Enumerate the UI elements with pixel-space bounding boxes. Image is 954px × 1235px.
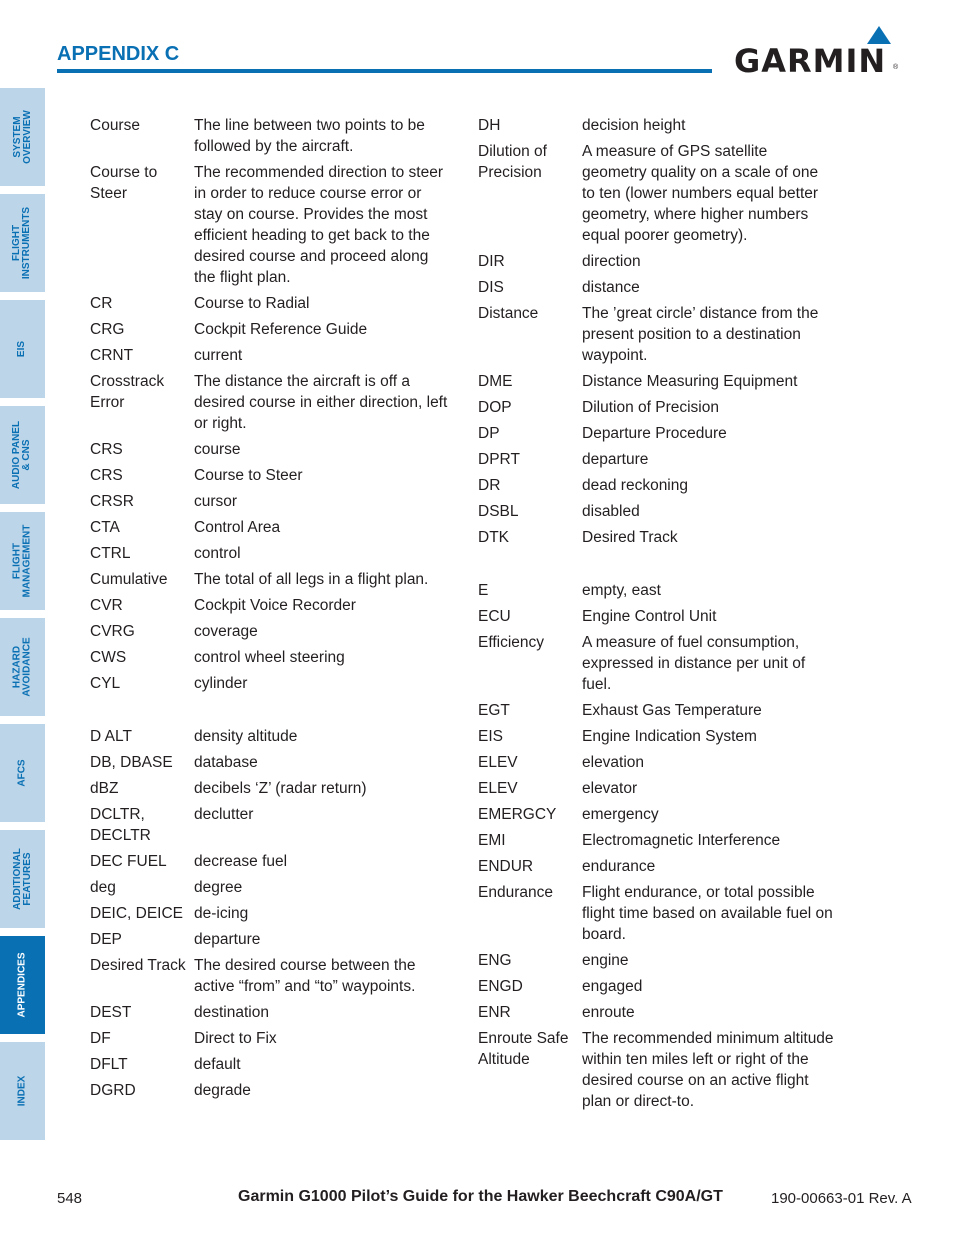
glossary-term: ENGD <box>478 978 523 995</box>
glossary-definition: Cockpit Voice Recorder <box>194 597 356 614</box>
glossary-entry <box>90 752 450 773</box>
sidebar-tab[interactable] <box>0 618 45 716</box>
glossary-entry <box>90 595 450 616</box>
glossary-entry <box>90 371 450 434</box>
glossary-term: DOP <box>478 399 512 416</box>
glossary-entry <box>90 621 450 642</box>
glossary-entry <box>90 115 450 157</box>
glossary-entry <box>478 856 834 877</box>
sidebar-tab-label: FLIGHT MANAGEMENT <box>11 524 33 598</box>
registered-mark: ® <box>893 64 899 71</box>
glossary-term: DEIC, DEICE <box>90 905 184 922</box>
glossary-column-right <box>478 115 834 1117</box>
glossary-entry <box>478 1002 834 1023</box>
glossary-entry <box>478 115 834 136</box>
glossary-definition: Control Area <box>194 519 281 536</box>
glossary-definition: control <box>194 545 241 562</box>
sidebar-tab-label: APPENDICES <box>16 952 28 1018</box>
glossary-definition: engaged <box>582 978 643 995</box>
glossary-definition: degrade <box>194 1082 251 1099</box>
glossary-column-left <box>90 115 450 1106</box>
glossary-entry <box>478 700 834 721</box>
glossary-term: E <box>478 582 489 599</box>
page-number: 548 <box>57 1190 83 1207</box>
glossary-term: Course <box>90 117 140 134</box>
glossary-definition: The distance the aircraft is off a desired course in either direction, left or right. <box>194 373 448 432</box>
glossary-entry <box>478 449 834 470</box>
glossary-definition: departure <box>582 451 649 468</box>
glossary-term: DTK <box>478 529 509 546</box>
glossary-definition: current <box>194 347 243 364</box>
glossary-term: DFLT <box>90 1056 128 1073</box>
glossary-entry <box>90 293 450 314</box>
glossary-term: ENR <box>478 1004 511 1021</box>
glossary-definition: endurance <box>582 858 656 875</box>
glossary-entry <box>90 517 450 538</box>
glossary-definition: decrease fuel <box>194 853 288 870</box>
glossary-entry <box>90 1002 450 1023</box>
glossary-term: Course to Steer <box>90 164 158 202</box>
sidebar-tab-label: HAZARD AVOIDANCE <box>11 637 33 697</box>
glossary-term: DEP <box>90 931 122 948</box>
glossary-term: DP <box>478 425 500 442</box>
glossary-entry <box>478 303 834 366</box>
glossary-entry <box>478 632 834 695</box>
glossary-definition: Course to Radial <box>194 295 310 312</box>
glossary-term: ELEV <box>478 780 518 797</box>
glossary-definition: default <box>194 1056 241 1073</box>
glossary-entry <box>478 277 834 298</box>
glossary-entry <box>90 465 450 486</box>
glossary-definition: engine <box>582 952 629 969</box>
glossary-term: DGRD <box>90 1082 136 1099</box>
glossary-term: CVR <box>90 597 123 614</box>
glossary-term: EMI <box>478 832 506 849</box>
glossary-entry <box>90 929 450 950</box>
sidebar-tab-label: AFCS <box>16 759 28 787</box>
glossary-definition: The recommended direction to steer in order to reduce course error or stay on course. Provides the most efficient heading to get back to the desired course and proceed along the flight plan. <box>194 164 443 286</box>
glossary-term: Endurance <box>478 884 553 901</box>
sidebar-tab[interactable] <box>0 88 45 186</box>
glossary-definition: departure <box>194 931 261 948</box>
glossary-entry <box>90 1080 450 1101</box>
glossary-term: DIR <box>478 253 505 270</box>
glossary-term: ELEV <box>478 754 518 771</box>
glossary-entry <box>90 1054 450 1075</box>
glossary-definition: destination <box>194 1004 269 1021</box>
glossary-entry <box>90 491 450 512</box>
glossary-definition: de-icing <box>194 905 249 922</box>
glossary-entry <box>90 162 450 288</box>
sidebar-tab[interactable] <box>0 724 45 822</box>
glossary-entry <box>478 580 834 601</box>
glossary-entry <box>478 726 834 747</box>
glossary-definition: The desired course between the active “from” and “to” waypoints. <box>194 957 416 995</box>
glossary-entry <box>478 527 834 548</box>
glossary-definition: Desired Track <box>582 529 678 546</box>
sidebar-tab-label: SYSTEM OVERVIEW <box>11 110 33 164</box>
glossary-definition: The line between two points to be followed by the aircraft. <box>194 117 425 155</box>
sidebar-tab[interactable] <box>0 194 45 292</box>
glossary-term: DCLTR, DECLTR <box>90 806 151 844</box>
glossary-term: CTRL <box>90 545 131 562</box>
glossary-term: DPRT <box>478 451 520 468</box>
glossary-definition: enroute <box>582 1004 635 1021</box>
glossary-entry <box>478 976 834 997</box>
glossary-term: DH <box>478 117 501 134</box>
glossary-entry <box>90 439 450 460</box>
glossary-entry <box>478 397 834 418</box>
glossary-entry <box>90 569 450 590</box>
glossary-entry <box>90 319 450 340</box>
glossary-entry <box>478 950 834 971</box>
glossary-term: deg <box>90 879 116 896</box>
glossary-entry <box>90 903 450 924</box>
letter-group-gap <box>90 699 450 726</box>
sidebar-tab[interactable] <box>0 512 45 610</box>
glossary-term: CRS <box>90 441 123 458</box>
glossary-term: Cumulative <box>90 571 168 588</box>
glossary-entry <box>90 673 450 694</box>
glossary-entry <box>90 955 450 997</box>
glossary-entry <box>478 251 834 272</box>
glossary-term: Distance <box>478 305 539 322</box>
sidebar-tab-label: FLIGHT INSTRUMENTS <box>11 206 33 280</box>
glossary-definition: elevator <box>582 780 638 797</box>
glossary-definition: A measure of GPS satellite geometry quality on a scale of one to ten (lower numbers equal better geometry, where higher numbers equal poorer geometry). <box>582 143 819 244</box>
glossary-term: D ALT <box>90 728 132 745</box>
glossary-definition: Electromagnetic Interference <box>582 832 781 849</box>
sidebar-tab[interactable] <box>0 936 45 1034</box>
glossary-definition: cylinder <box>194 675 248 692</box>
glossary-entry <box>478 882 834 945</box>
glossary-term: DIS <box>478 279 504 296</box>
sidebar-tab[interactable] <box>0 1042 45 1140</box>
glossary-term: DB, DBASE <box>90 754 173 771</box>
glossary-definition: The total of all legs in a flight plan. <box>194 571 429 588</box>
glossary-term: Efficiency <box>478 634 545 651</box>
glossary-definition: Direct to Fix <box>194 1030 277 1047</box>
glossary-definition: Course to Steer <box>194 467 303 484</box>
glossary-term: ENG <box>478 952 512 969</box>
glossary-term: DF <box>90 1030 111 1047</box>
glossary-term: ECU <box>478 608 511 625</box>
glossary-entry <box>90 647 450 668</box>
sidebar-tab-label: ADDITIONAL FEATURES <box>11 848 33 910</box>
glossary-term: CYL <box>90 675 121 692</box>
glossary-definition: Distance Measuring Equipment <box>582 373 798 390</box>
glossary-definition: emergency <box>582 806 659 823</box>
glossary-definition: Dilution of Precision <box>582 399 719 416</box>
glossary-term: Dilution of Precision <box>478 143 547 181</box>
glossary-term: Crosstrack Error <box>90 373 165 411</box>
glossary-entry <box>90 1028 450 1049</box>
glossary-definition: Exhaust Gas Temperature <box>582 702 762 719</box>
glossary-definition: Cockpit Reference Guide <box>194 321 368 338</box>
glossary-term: ENDUR <box>478 858 534 875</box>
document-number: 190-00663-01 Rev. A <box>771 1190 912 1207</box>
glossary-definition: Departure Procedure <box>582 425 727 442</box>
glossary-entry <box>90 726 450 747</box>
glossary-definition: coverage <box>194 623 258 640</box>
glossary-term: CRNT <box>90 347 134 364</box>
glossary-definition: direction <box>582 253 641 270</box>
glossary-entry <box>90 804 450 846</box>
sidebar-tab-label: EIS <box>16 340 28 358</box>
glossary-entry <box>478 752 834 773</box>
glossary-entry <box>90 543 450 564</box>
garmin-logo <box>734 26 899 80</box>
glossary-definition: elevation <box>582 754 645 771</box>
glossary-definition: A measure of fuel consumption, expressed in distance per unit of fuel. <box>582 634 806 693</box>
glossary-definition: degree <box>194 879 243 896</box>
glossary-entry <box>478 475 834 496</box>
glossary-term: DEC FUEL <box>90 853 167 870</box>
glossary-term: dBZ <box>90 780 119 797</box>
glossary-entry <box>478 501 834 522</box>
glossary-definition: disabled <box>582 503 640 520</box>
glossary-term: CRG <box>90 321 125 338</box>
sidebar-tab-label: AUDIO PANEL & CNS <box>11 420 33 490</box>
glossary-term: EGT <box>478 702 510 719</box>
sidebar-tab-label: INDEX <box>16 1075 28 1107</box>
glossary-entry <box>478 606 834 627</box>
letter-group-gap <box>478 553 834 580</box>
glossary-definition: decibels ‘Z’ (radar return) <box>194 780 367 797</box>
glossary-definition: empty, east <box>582 582 661 599</box>
glossary-definition: declutter <box>194 806 254 823</box>
glossary-definition: The recommended minimum altitude within ten miles left or right of the desired course on an active flight plan or direct-to. <box>582 1030 834 1110</box>
glossary-term: CWS <box>90 649 127 666</box>
glossary-entry <box>478 830 834 851</box>
glossary-definition: dead reckoning <box>582 477 688 494</box>
glossary-term: EIS <box>478 728 503 745</box>
logo-wordmark: GARMIN <box>734 42 887 80</box>
glossary-term: DR <box>478 477 501 494</box>
glossary-definition: density altitude <box>194 728 298 745</box>
glossary-term: CRS <box>90 467 123 484</box>
glossary-term: CRSR <box>90 493 134 510</box>
glossary-term: DSBL <box>478 503 519 520</box>
glossary-entry <box>478 804 834 825</box>
glossary-entry <box>90 877 450 898</box>
glossary-term: EMERGCY <box>478 806 557 823</box>
glossary-term: CR <box>90 295 113 312</box>
glossary-term: CVRG <box>90 623 135 640</box>
glossary-term: Enroute Safe Altitude <box>478 1030 569 1068</box>
glossary-entry <box>478 141 834 246</box>
header-rule <box>57 69 712 73</box>
glossary-entry <box>478 371 834 392</box>
glossary-entry <box>90 851 450 872</box>
glossary-entry <box>90 345 450 366</box>
glossary-definition: Engine Control Unit <box>582 608 717 625</box>
sidebar-tab[interactable] <box>0 300 45 398</box>
glossary-definition: Engine Indication System <box>582 728 757 745</box>
glossary-definition: distance <box>582 279 640 296</box>
glossary-entry <box>478 423 834 444</box>
section-title: APPENDIX C <box>57 43 180 65</box>
sidebar-tab[interactable] <box>0 830 45 928</box>
glossary-term: DEST <box>90 1004 132 1021</box>
glossary-definition: Flight endurance, or total possible flight time based on available fuel on board. <box>582 884 833 943</box>
sidebar-tab[interactable] <box>0 406 45 504</box>
glossary-term: CTA <box>90 519 120 536</box>
glossary-definition: cursor <box>194 493 238 510</box>
glossary-entry <box>90 778 450 799</box>
glossary-definition: decision height <box>582 117 686 134</box>
glossary-entry <box>478 778 834 799</box>
glossary-definition: control wheel steering <box>194 649 345 666</box>
glossary-definition: The ’great circle’ distance from the present position to a destination waypoint. <box>582 305 819 364</box>
document-title: Garmin G1000 Pilot’s Guide for the Hawker Beechcraft C90A/GT <box>238 1188 723 1205</box>
glossary-term: Desired Track <box>90 957 186 974</box>
glossary-entry <box>478 1028 834 1112</box>
glossary-definition: course <box>194 441 241 458</box>
glossary-definition: database <box>194 754 258 771</box>
glossary-term: DME <box>478 373 513 390</box>
